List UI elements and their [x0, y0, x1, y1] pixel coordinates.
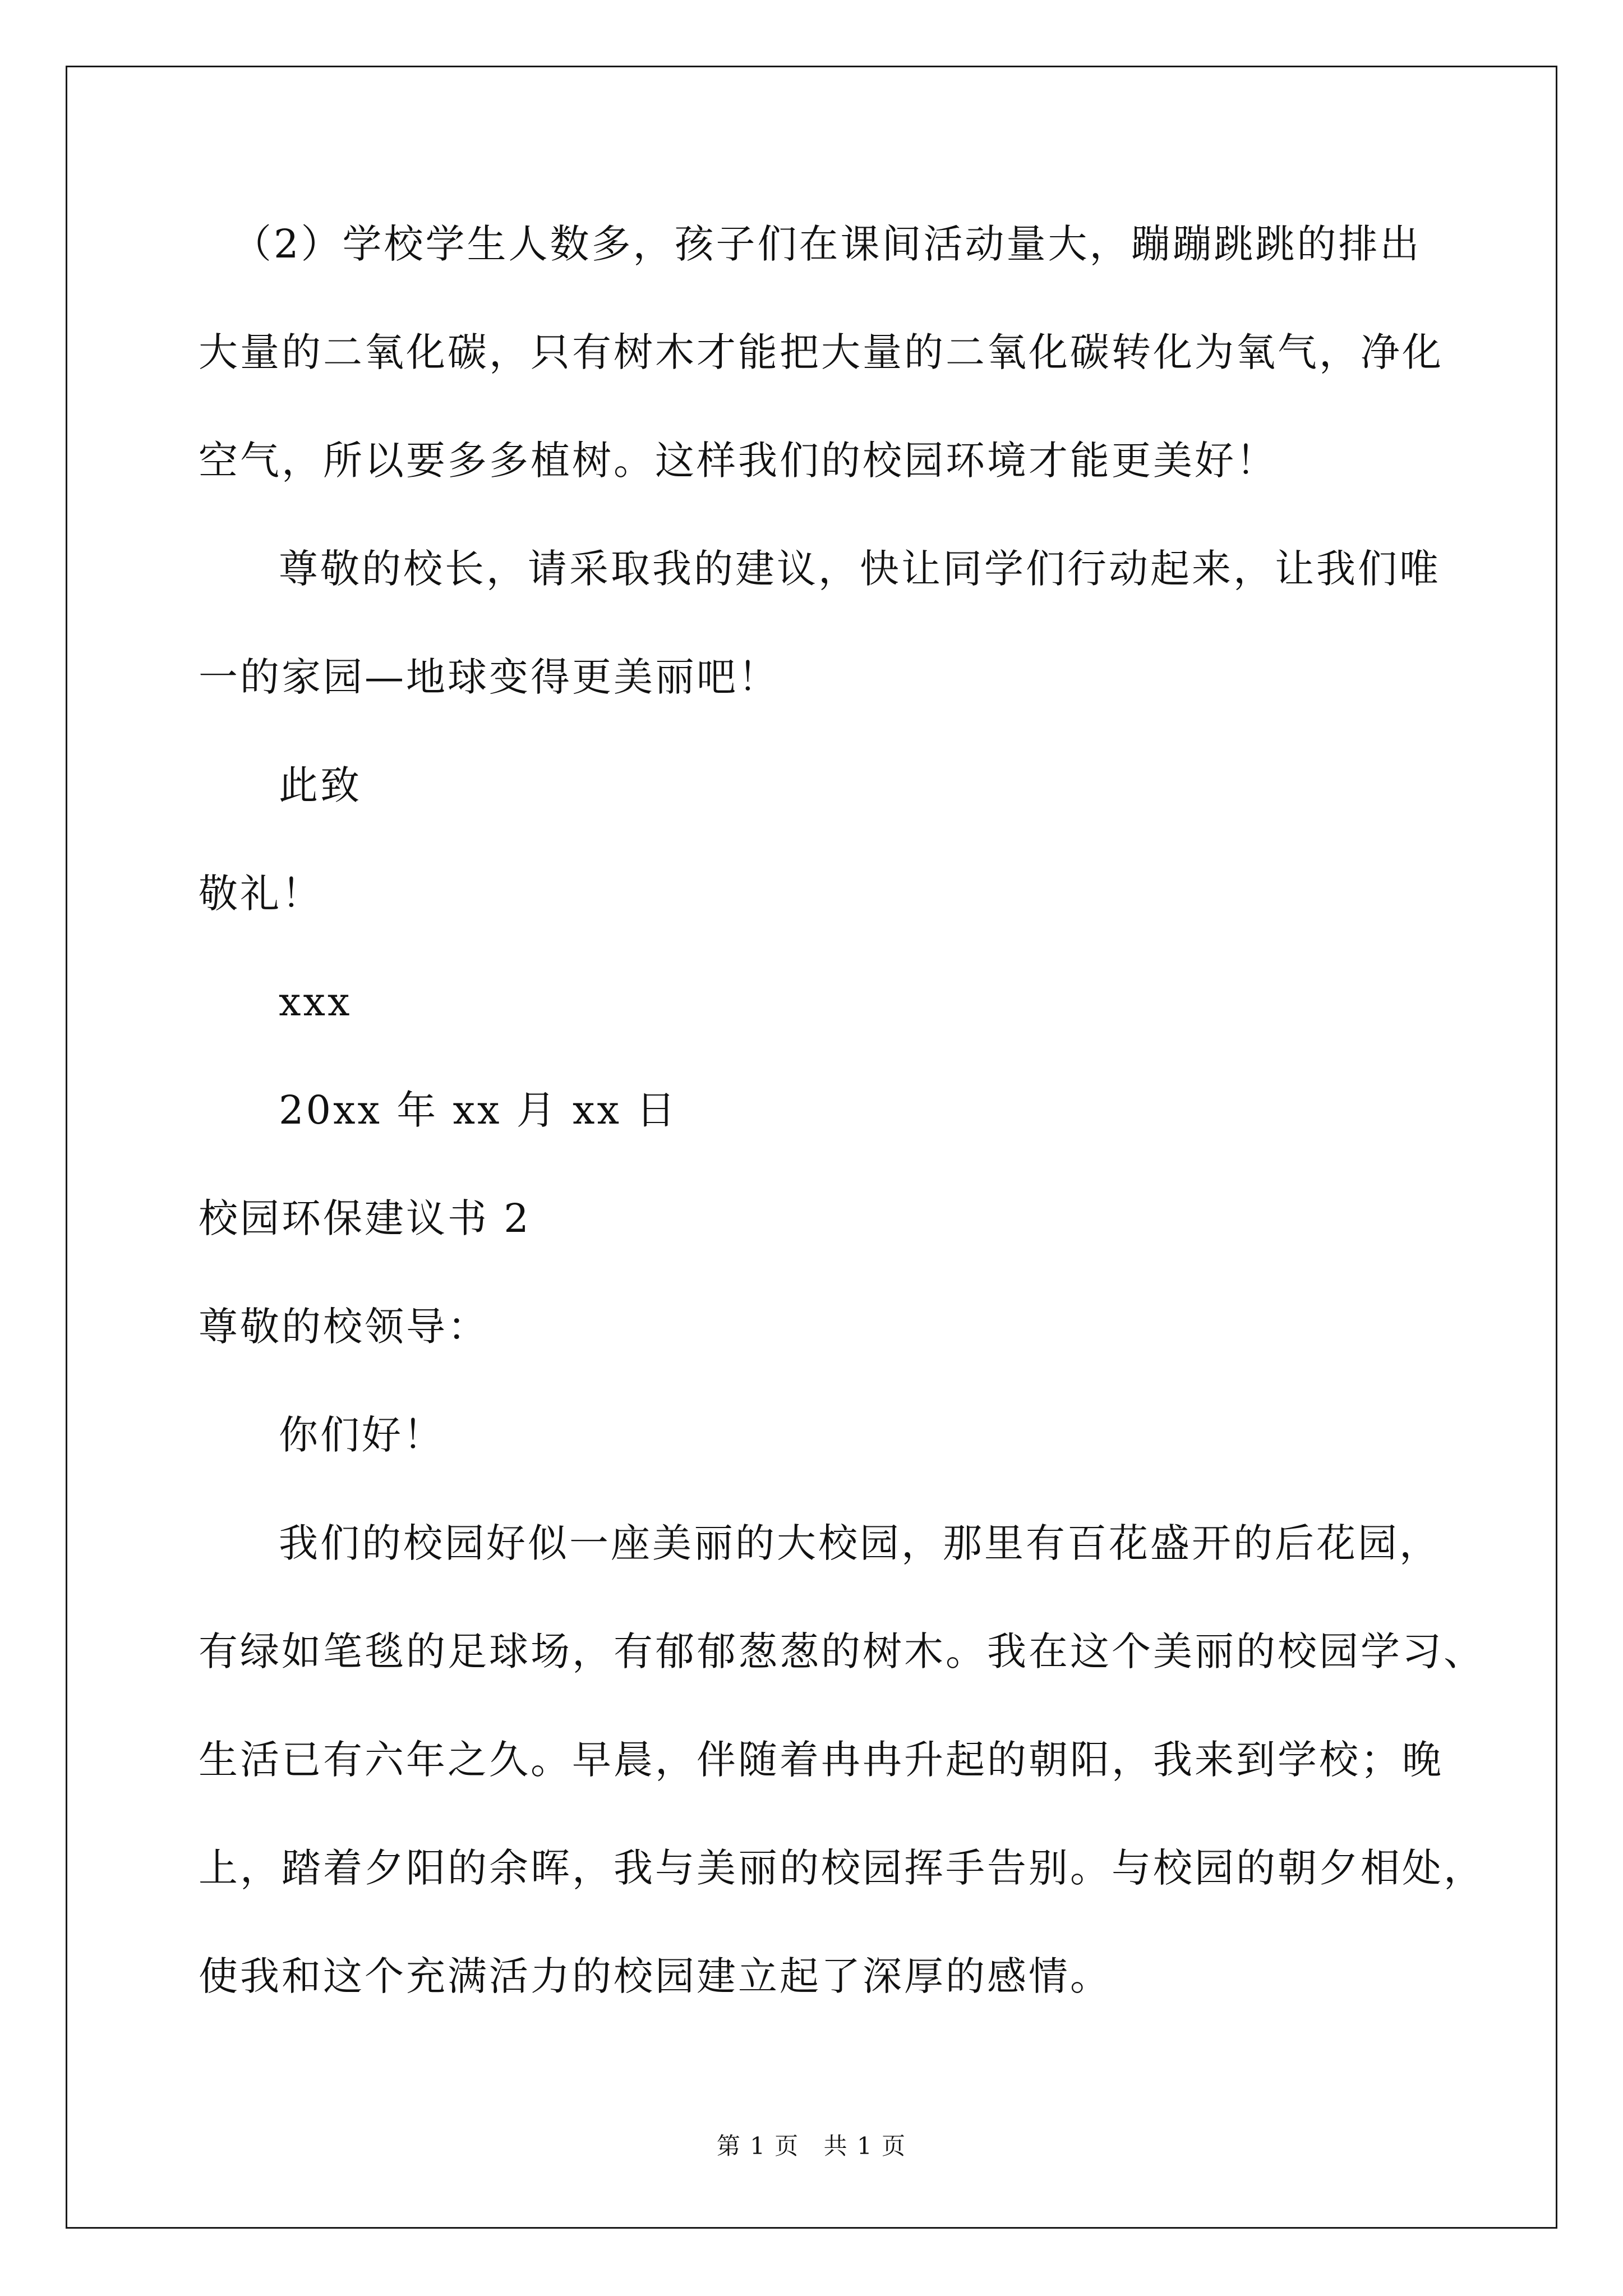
text-line: 大量的二氧化碳，只有树木才能把大量的二氧化碳转化为氧气，净化	[199, 329, 1444, 375]
text-line: 一的家园—地球变得更美丽吧！	[199, 654, 780, 700]
page-total: 共 1 页	[823, 2132, 907, 2160]
signature-name: xxx	[279, 979, 352, 1025]
text-line: 有绿如笔毯的足球场，有郁郁葱葱的树木。我在这个美丽的校园学习、	[199, 1628, 1485, 1674]
text-line: 我们的校园好似一座美丽的大校园，那里有百花盛开的后花园，	[279, 1520, 1441, 1566]
greeting: 尊敬的校领导：	[199, 1304, 489, 1350]
page-number: 第 1 页	[716, 2132, 800, 2160]
closing-phrase: 此致	[279, 762, 362, 808]
greeting-hello: 你们好！	[279, 1412, 445, 1458]
salutation: 敬礼！	[199, 871, 323, 917]
text-line: （2）学校学生人数多，孩子们在课间活动量大，蹦蹦跳跳的排出	[232, 221, 1422, 267]
text-line: 生活已有六年之久。早晨，伴随着冉冉升起的朝阳，我来到学校；晚	[199, 1737, 1444, 1783]
text-line: 使我和这个充满活力的校园建立起了深厚的感情。	[199, 1953, 1112, 1999]
text-line: 上，踏着夕阳的余晖，我与美丽的校园挥手告别。与校园的朝夕相处，	[199, 1845, 1485, 1891]
signature-date: 20xx 年 xx 月 xx 日	[279, 1087, 678, 1133]
page-frame	[66, 66, 1557, 2229]
section-title: 校园环保建议书 2	[199, 1195, 531, 1241]
text-line: 空气，所以要多多植树。这样我们的校园环境才能更美好！	[199, 438, 1278, 484]
page-footer	[0, 2129, 1623, 2163]
text-line: 尊敬的校长，请采取我的建议，快让同学们行动起来，让我们唯	[279, 546, 1441, 592]
